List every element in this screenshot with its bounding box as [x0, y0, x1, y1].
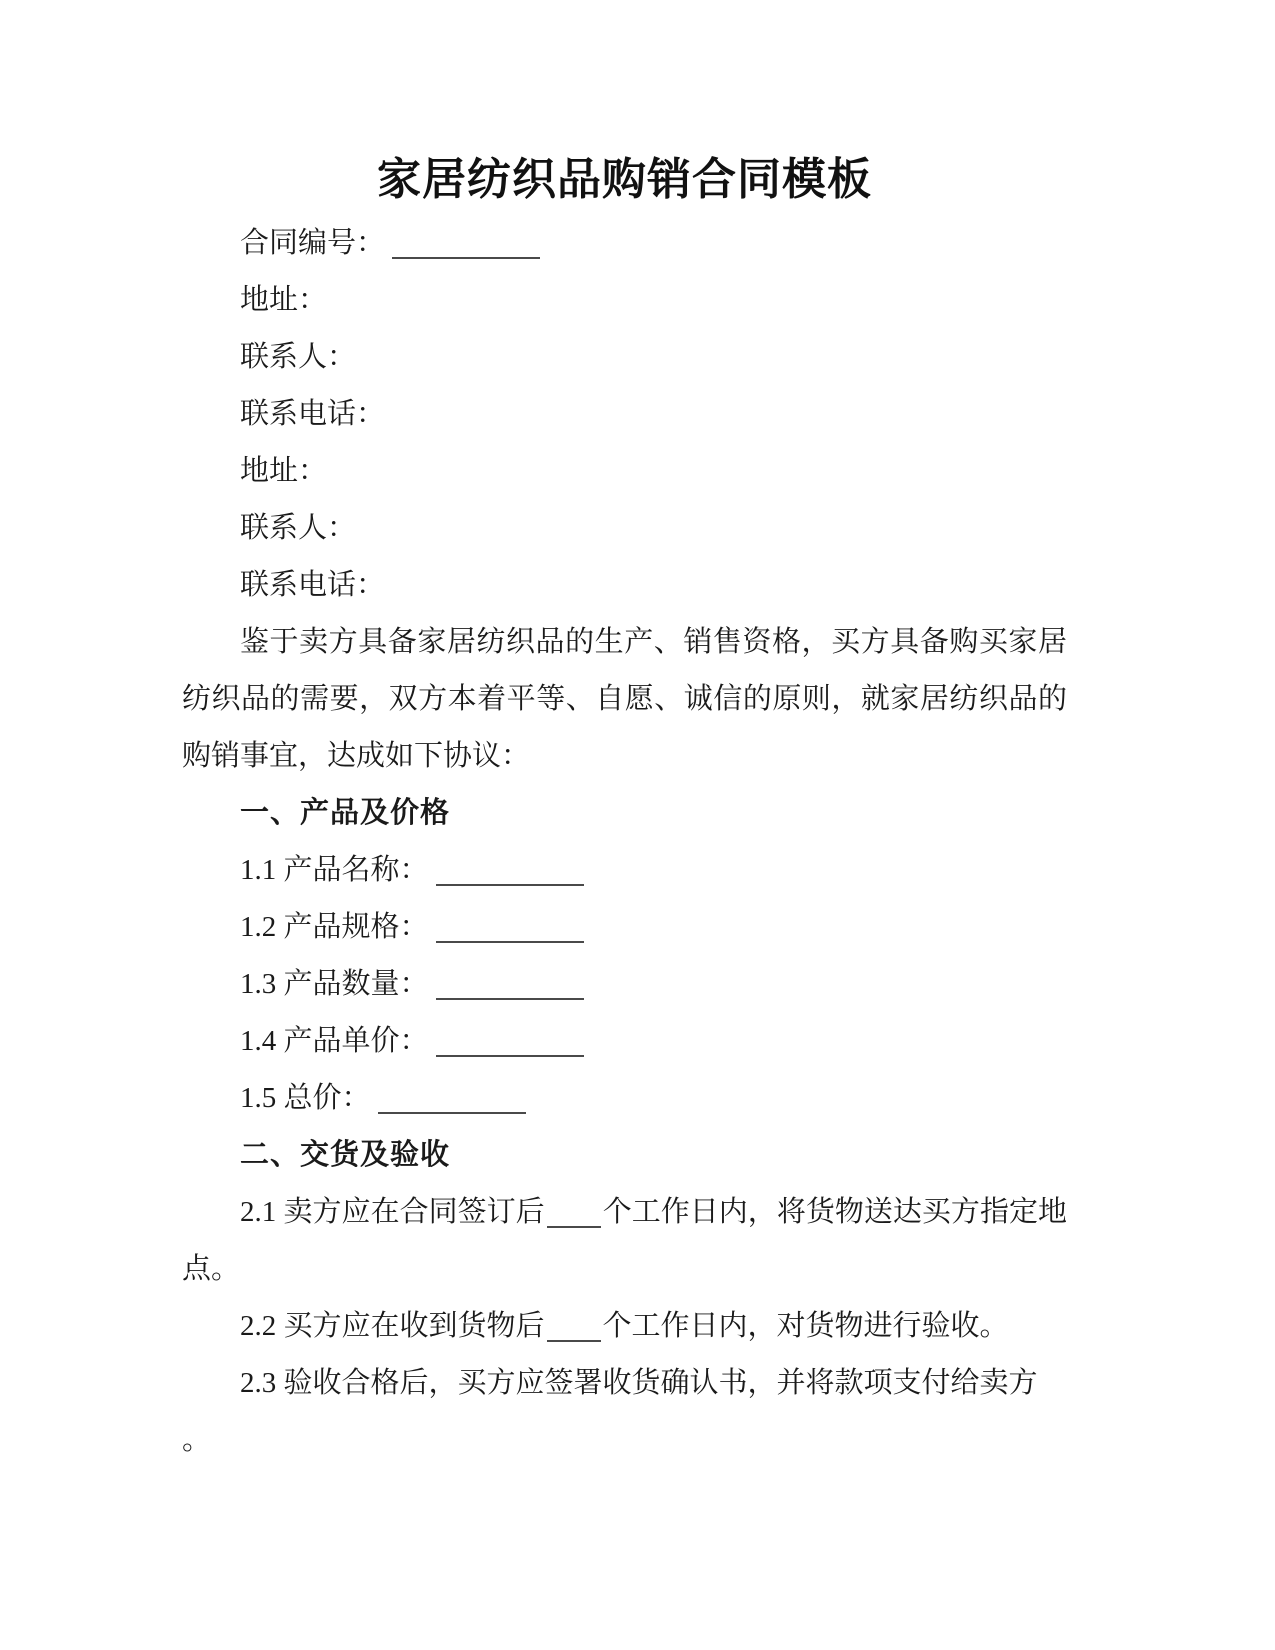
clause-1-5	[182, 1070, 1067, 1127]
seller-contact-person-label: 联系人：	[240, 341, 357, 373]
seller-contact-phone-line	[182, 386, 1067, 443]
clause-1-2	[182, 899, 1067, 956]
clause-1-5-label: 1.5 总价：	[240, 1082, 371, 1114]
buyer-contact-phone-label: 联系电话：	[240, 569, 386, 601]
section-1-heading: 一、产品及价格	[240, 797, 451, 829]
delivery-days-blank	[547, 1196, 601, 1228]
clause-2-2	[182, 1298, 1067, 1355]
contract-number-blank	[392, 227, 540, 259]
seller-address-line	[182, 272, 1067, 329]
contract-number-label: 合同编号：	[240, 227, 386, 259]
contract-number-line	[182, 215, 1067, 272]
product-name-blank	[436, 854, 584, 886]
buyer-contact-phone-line	[182, 557, 1067, 614]
inspection-days-blank	[547, 1310, 601, 1342]
document-title: 家居纺织品购销合同模板	[377, 155, 872, 204]
buyer-address-line	[182, 443, 1067, 500]
clause-2-1	[182, 1184, 1067, 1298]
clause-1-3	[182, 956, 1067, 1013]
buyer-contact-person-label: 联系人：	[240, 512, 357, 544]
section-2-heading: 二、交货及验收	[240, 1139, 451, 1171]
clause-1-4	[182, 1013, 1067, 1070]
buyer-address-label: 地址：	[240, 455, 328, 487]
preamble-paragraph: 鉴于卖方具备家居纺织品的生产、销售资格，买方具备购买家居纺织品的需要，双方本着平等、自愿、诚信的原则，就家居纺织品的购销事宜，达成如下协议：	[182, 626, 1067, 772]
clause-1-4-label: 1.4 产品单价：	[240, 1025, 429, 1057]
product-spec-blank	[436, 911, 584, 943]
clause-2-3-text: 2.3 验收合格后，买方应签署收货确认书，并将款项支付给卖方	[240, 1367, 1038, 1399]
clause-2-1-pre: 2.1 卖方应在合同签订后	[240, 1196, 545, 1228]
clause-1-1-label: 1.1 产品名称：	[240, 854, 429, 886]
clause-2-3-trailing-period: 。	[182, 1424, 212, 1456]
product-quantity-blank	[436, 968, 584, 1000]
total-price-blank	[378, 1082, 526, 1114]
seller-contact-phone-label: 联系电话：	[240, 398, 386, 430]
seller-contact-person-line	[182, 329, 1067, 386]
clause-2-3	[182, 1355, 1067, 1412]
buyer-contact-person-line	[182, 500, 1067, 557]
clause-2-1-post: 个工作日内，将货物送达买方指定地点。	[182, 1196, 1067, 1285]
clause-1-3-label: 1.3 产品数量：	[240, 968, 429, 1000]
clause-1-1	[182, 842, 1067, 899]
product-unit-price-blank	[436, 1025, 584, 1057]
seller-address-label: 地址：	[240, 284, 328, 316]
clause-2-2-post: 个工作日内，对货物进行验收。	[602, 1310, 1009, 1342]
clause-1-2-label: 1.2 产品规格：	[240, 911, 429, 943]
clause-2-2-pre: 2.2 买方应在收到货物后	[240, 1310, 545, 1342]
